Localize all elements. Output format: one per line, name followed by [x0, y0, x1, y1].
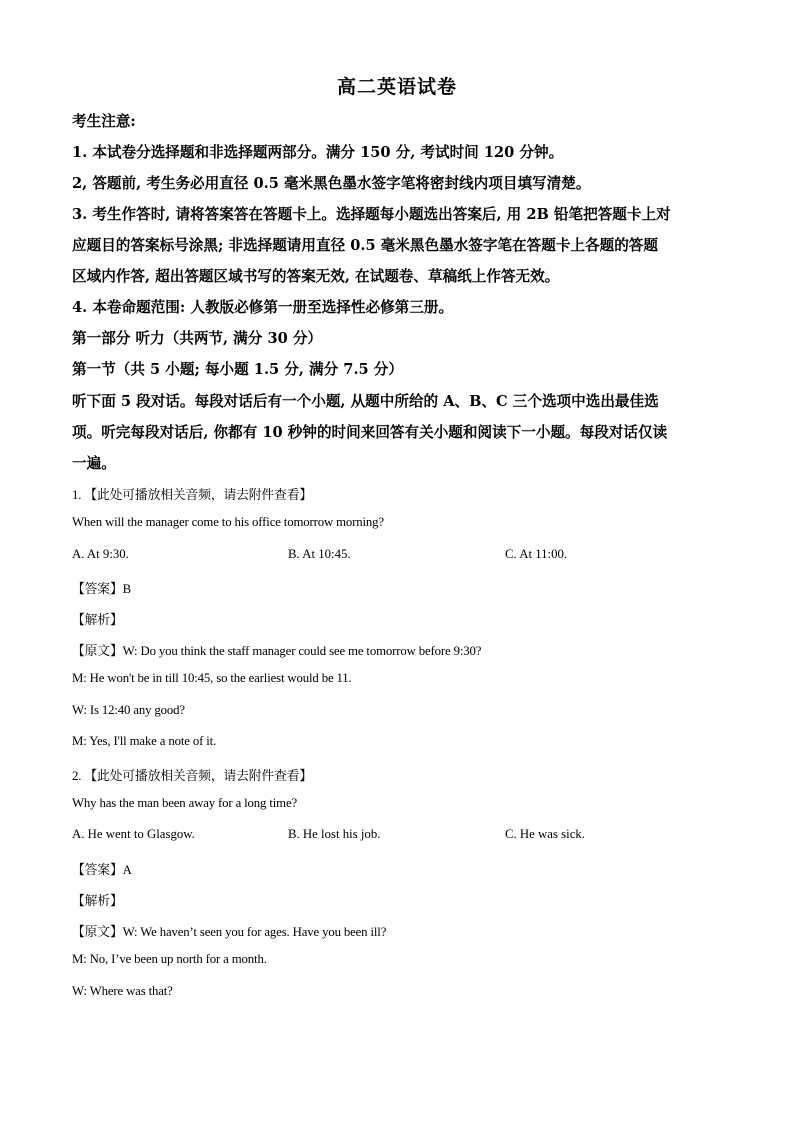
- question-1-transcript-line: W: Is 12:40 any good?: [72, 703, 185, 717]
- notice-item-2: 2, 答题前, 考生务必用直径 0.5 毫米黑色墨水签字笔将密封线内项目填写清楚。: [72, 175, 591, 192]
- question-1-option-a: A. At 9:30.: [72, 547, 129, 561]
- question-1-text: When will the manager come to his office tomorrow morning?: [72, 515, 384, 529]
- question-1-option-c: C. At 11:00.: [505, 547, 568, 561]
- section-heading: 第一节（共 5 小题; 每小题 1.5 分, 满分 7.5 分）: [72, 361, 403, 378]
- question-1-transcript-line: M: He won't be in till 10:45, so the earliest would be 11.: [72, 671, 352, 685]
- question-2-option-a: A. He went to Glasgow.: [72, 827, 195, 841]
- question-1-transcript-line: M: Yes, I'll make a note of it.: [72, 734, 217, 748]
- question-2-answer: 【答案】A: [72, 863, 132, 877]
- notice-item-1: 1. 本试卷分选择题和非选择题两部分。满分 150 分, 考试时间 120 分钟。: [72, 144, 564, 161]
- question-2-option-b: B. He lost his job.: [288, 827, 381, 841]
- question-2-transcript-line: 【原文】W: We haven’t seen you for ages. Have you been ill?: [72, 925, 387, 939]
- question-2-text: Why has the man been away for a long time?: [72, 796, 298, 810]
- instructions-line-1: 听下面 5 段对话。每段对话后有一个小题, 从题中所给的 A、B、C 三个选项中选出最佳选: [72, 393, 659, 410]
- instructions-line-2: 项。听完每段对话后, 你都有 10 秒钟的时间来回答有关小题和阅读下一小题。每段对话仅读: [72, 424, 668, 441]
- question-1-answer: 【答案】B: [72, 582, 131, 596]
- part-heading: 第一部分 听力（共两节, 满分 30 分）: [72, 330, 323, 347]
- question-1-analysis: 【解析】: [72, 613, 123, 627]
- question-2-analysis: 【解析】: [72, 894, 123, 908]
- question-2-transcript-line: M: No, I’ve been up north for a month.: [72, 952, 267, 966]
- question-1-transcript-line: 【原文】W: Do you think the staff manager could see me tomorrow before 9:30?: [72, 644, 482, 658]
- notice-item-3-line-1: 3. 考生作答时, 请将答案答在答题卡上。选择题每小题选出答案后, 用 2B 铅笔把答题卡上对: [72, 206, 671, 223]
- question-1-option-b: B. At 10:45.: [288, 547, 351, 561]
- page-title: 高二英语试卷: [336, 76, 457, 98]
- notice-heading: 考生注意:: [72, 113, 136, 130]
- notice-item-3-line-2: 应题目的答案标号涂黑; 非选择题请用直径 0.5 毫米黑色墨水签字笔在答题卡上各题的答题: [72, 237, 658, 254]
- question-2-option-c: C. He was sick.: [505, 827, 585, 841]
- question-2-header: 2. 【此处可播放相关音频，请去附件查看】: [72, 769, 312, 783]
- notice-item-4: 4. 本卷命题范围: 人教版必修第一册至选择性必修第三册。: [72, 299, 454, 316]
- question-1-header: 1. 【此处可播放相关音频，请去附件查看】: [72, 488, 312, 502]
- question-2-transcript-line: W: Where was that?: [72, 984, 173, 998]
- notice-item-3-line-3: 区域内作答, 超出答题区域书写的答案无效, 在试题卷、草稿纸上作答无效。: [72, 268, 560, 285]
- instructions-line-3: 一遍。: [72, 455, 116, 472]
